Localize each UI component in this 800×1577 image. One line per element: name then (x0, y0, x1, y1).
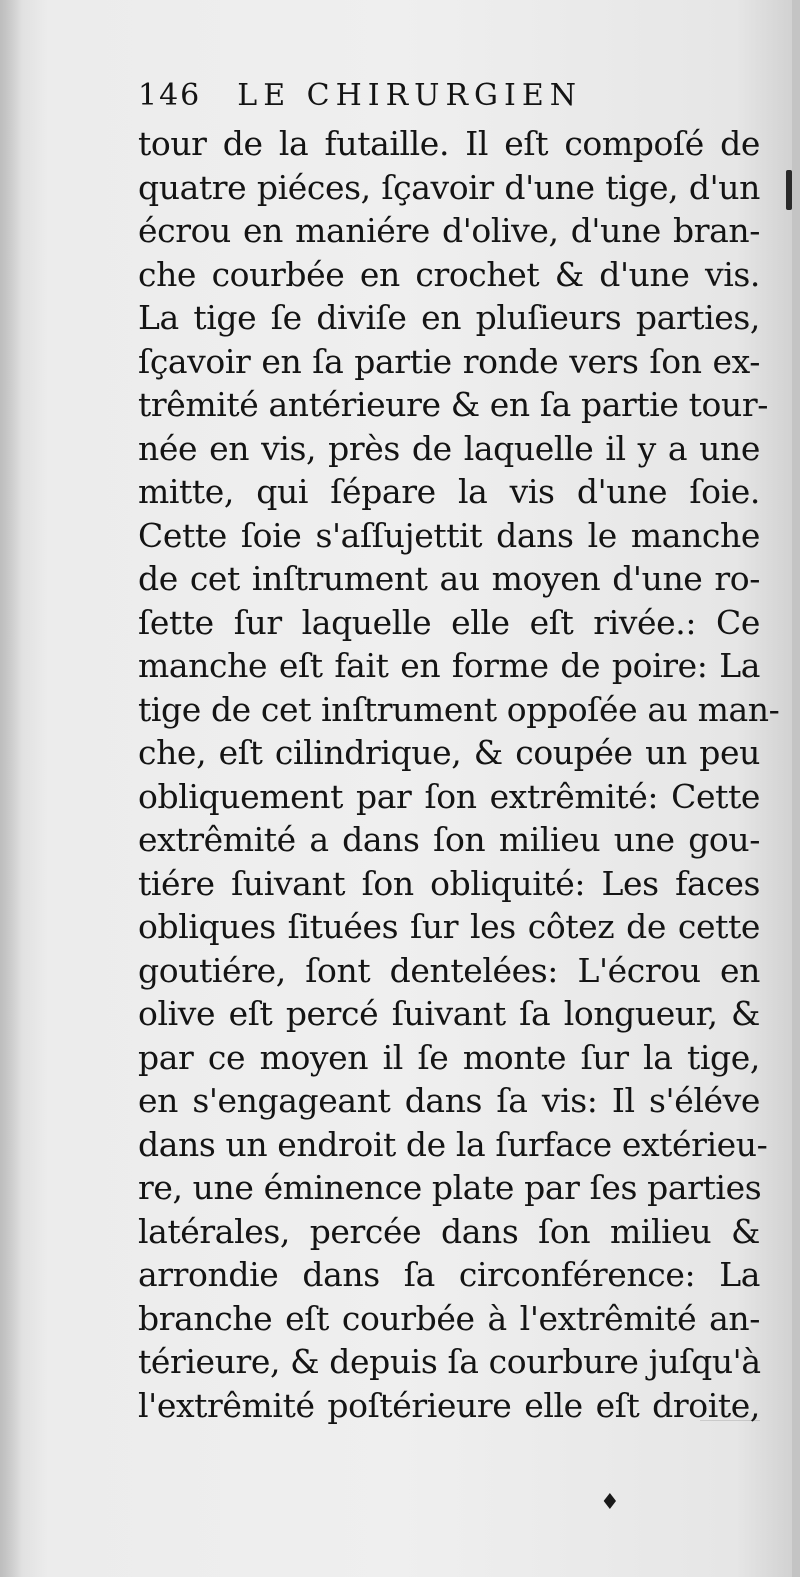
text-line: tour de la futaille. Il eſt compoſé de (138, 124, 760, 163)
text-line: ſette ſur laquelle elle eſt rivée.: Ce (138, 602, 760, 642)
show-through-mark (700, 1420, 760, 1441)
text-line: La tige ſe diviſe en pluſieurs parties, (138, 298, 760, 337)
text-line: par ce moyen il ſe monte ſur la tige, (138, 1037, 760, 1077)
edge-mark (786, 170, 792, 210)
text-line: extrêmité a dans ſon milieu une gou- (138, 820, 760, 859)
text-line: latérales, percée dans ſon milieu & (138, 1211, 760, 1251)
text-line: en s'engageant dans ſa vis: Il s'éléve (138, 1081, 760, 1120)
page-edge (792, 0, 800, 1577)
page-number: 146 (138, 78, 202, 113)
text-line: branche eſt courbée à l'extrêmité an- (138, 1298, 760, 1338)
text-line: de cet inſtrument au moyen d'une ro- (138, 559, 760, 598)
text-line: née en vis, près de laquelle il y a une (138, 428, 760, 468)
text-line: re, une éminence plate par ſes parties (138, 1168, 762, 1207)
body-text (138, 122, 780, 1427)
text-line: écrou en maniére d'olive, d'une bran- (138, 211, 760, 250)
text-line: l'extrêmité poſtérieure elle eſt droite, (138, 1385, 760, 1425)
text-line: mitte, qui ſépare la vis d'une ſoie. (138, 472, 760, 511)
catchword-ornament: ♦ (600, 1490, 620, 1515)
gutter-shadow (0, 0, 22, 1577)
text-line: che, eſt cilindrique, & coupée un peu (138, 733, 760, 772)
text-line: dans un endroit de la ſurface extérieu- (138, 1124, 768, 1164)
text-line: Cette ſoie s'aſſujettit dans le manche (138, 515, 760, 555)
text-line: obliquement par ſon extrêmité: Cette (138, 776, 760, 816)
text-line: tiére ſuivant ſon obliquité: Les faces (138, 863, 760, 903)
text-block (138, 78, 780, 1427)
text-line: térieure, & depuis ſa courbure juſqu'à (138, 1342, 761, 1381)
text-line: che courbée en crochet & d'une vis. (138, 254, 760, 294)
text-line: trêmité antérieure & en ſa partie tour- (138, 385, 768, 424)
text-line: ſçavoir en ſa partie ronde vers ſon ex- (138, 341, 760, 381)
page-header (138, 78, 760, 122)
text-line: goutiére, ſont dentelées: L'écrou en (138, 950, 760, 990)
running-head: LE CHIRURGIEN (237, 78, 583, 113)
text-line: manche eſt fait en forme de poire: La (138, 646, 760, 685)
text-line: quatre piéces, ſçavoir d'une tige, d'un (138, 167, 760, 207)
text-line: arrondie dans ſa circonférence: La (138, 1255, 760, 1294)
text-line: obliques ſituées ſur les côtez de cette (138, 907, 760, 946)
text-line: olive eſt percé ſuivant ſa longueur, & (138, 994, 760, 1033)
text-line: tige de cet inſtrument oppoſée au man- (138, 689, 780, 729)
